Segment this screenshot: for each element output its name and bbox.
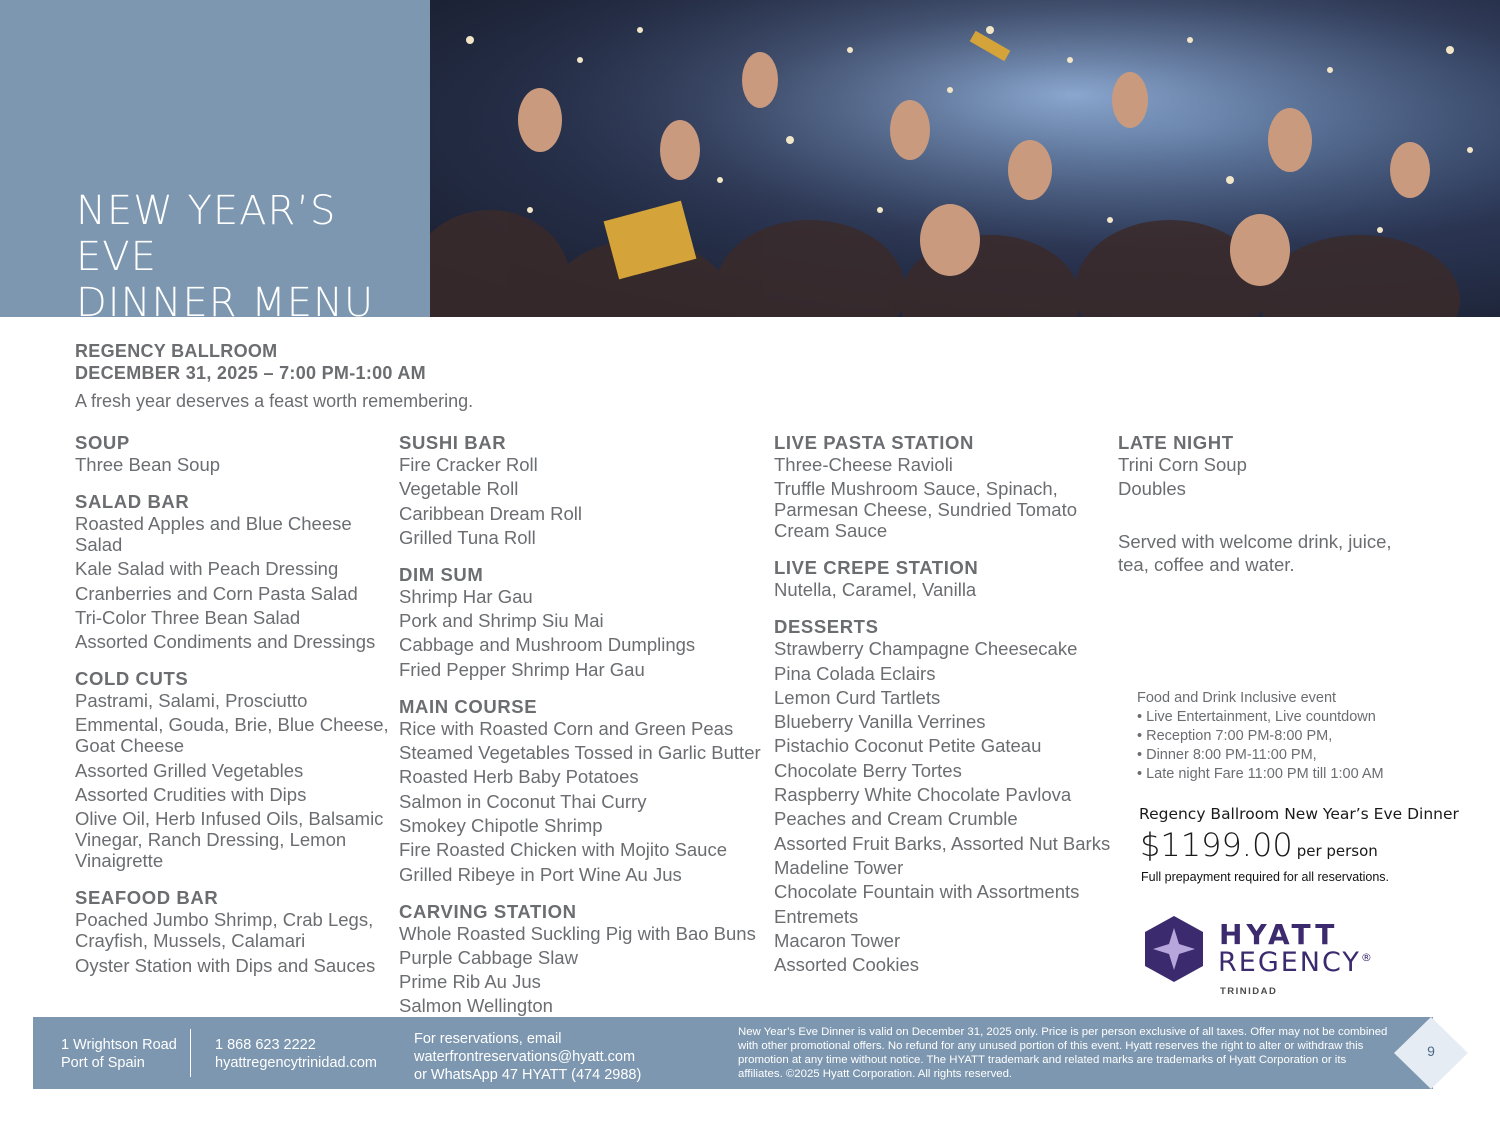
menu-item: Smokey Chipotle Shrimp: [399, 814, 603, 836]
menu-item: Chocolate Fountain with Assortments: [774, 881, 1080, 903]
menu-section-title: SEAFOOD BAR: [75, 887, 219, 909]
menu-item: Poached Jumbo Shrimp, Crab Legs, Crayfish, Mussels, Calamari: [75, 909, 374, 952]
menu-section: [1118, 432, 1418, 499]
menu-column-4: [1118, 432, 1418, 515]
menu-item: Rice with Roasted Corn and Green Peas: [399, 717, 734, 739]
menu-item: Fire Roasted Chicken with Mojito Sauce: [399, 839, 728, 861]
page-title: [76, 188, 430, 326]
menu-item: Purple Cabbage Slaw: [399, 946, 578, 968]
menu-item: Whole Roasted Suckling Pig with Bao Buns: [399, 922, 756, 944]
menu-item: Lemon Curd Tartlets: [774, 686, 941, 708]
phone-number[interactable]: 1 868 623 2222: [215, 1037, 316, 1053]
menu-item: Fire Cracker Roll: [399, 454, 538, 475]
menu-section-title: DIM SUM: [399, 563, 484, 585]
menu-item: Madeline Tower: [774, 856, 904, 878]
menu-item: Doubles: [1118, 478, 1186, 500]
menu-section-title: COLD CUTS: [75, 668, 189, 690]
menu-item: Raspberry White Chocolate Pavlova: [774, 784, 1072, 806]
page-title-line2: DINNER MENU: [76, 280, 375, 326]
registered-mark: ®: [1360, 951, 1374, 964]
reservations-info: [414, 1030, 641, 1084]
inclusive-item: • Late night Fare 11:00 PM till 1:00 AM: [1137, 766, 1384, 782]
menu-item: Pistachio Coconut Petite Gateau: [774, 735, 1042, 757]
logo-regency-text: REGENCY: [1218, 947, 1361, 978]
logo-trinidad: TRINIDAD: [1220, 986, 1278, 997]
footer-bar: [33, 1017, 1433, 1089]
prepayment-note: Full prepayment required for all reservations.: [1141, 870, 1390, 884]
menu-item: Blueberry Vanilla Verrines: [774, 711, 986, 733]
page-title-line1: NEW YEAR’S EVE: [76, 188, 337, 280]
menu-section-title: SUSHI BAR: [399, 432, 507, 453]
hyatt-regency-logo: [1143, 914, 1374, 997]
menu-item: Assorted Cookies: [774, 954, 919, 976]
menu-item: Three Bean Soup: [75, 454, 221, 475]
whatsapp-info: or WhatsApp 47 HYATT (474 2988): [414, 1067, 642, 1083]
inclusive-item: • Live Entertainment, Live countdown: [1137, 709, 1376, 725]
reservations-label: For reservations, email: [414, 1031, 562, 1047]
menu-item: Oyster Station with Dips and Sauces: [75, 954, 376, 976]
menu-item: Prime Rib Au Jus: [399, 971, 541, 993]
menu-item: Pork and Shrimp Siu Mai: [399, 610, 604, 632]
inclusive-item: • Reception 7:00 PM-8:00 PM,: [1137, 728, 1333, 744]
price-amount: $1199.00: [1140, 826, 1293, 864]
address: [61, 1036, 177, 1072]
party-photo: [430, 0, 1500, 317]
menu-section: [75, 491, 395, 652]
menu-section-title: LATE NIGHT: [1118, 432, 1234, 453]
address-line1: 1 Wrightson Road: [61, 1037, 177, 1053]
menu-item: Shrimp Har Gau: [399, 585, 533, 607]
menu-item: Three-Cheese Ravioli: [774, 454, 953, 475]
hyatt-star-icon: [1143, 914, 1205, 984]
menu-item: Vegetable Roll: [399, 478, 519, 500]
menu-item: Entremets: [774, 905, 859, 927]
menu-section: [75, 668, 395, 871]
menu-column-2: [399, 432, 769, 1032]
menu-section: [774, 557, 1119, 600]
menu-item: Assorted Condiments and Dressings: [75, 631, 376, 653]
page-number: 9: [1427, 1043, 1435, 1059]
menu-section: [399, 901, 769, 1017]
menu-item: Salmon Wellington: [399, 995, 553, 1017]
inclusive-heading: Food and Drink Inclusive event: [1137, 690, 1337, 706]
menu-item: Peaches and Cream Crumble: [774, 808, 1018, 830]
menu-section: [75, 432, 395, 475]
address-line2: Port of Spain: [61, 1055, 145, 1071]
hero-title-panel: [0, 0, 430, 326]
menu-item: Pastrami, Salami, Prosciutto: [75, 690, 308, 712]
menu-item: Kale Salad with Peach Dressing: [75, 558, 339, 580]
inclusive-item: • Dinner 8:00 PM-11:00 PM,: [1137, 747, 1317, 763]
price-block: [1140, 826, 1378, 864]
menu-item: Grilled Tuna Roll: [399, 526, 536, 548]
menu-item: Trini Corn Soup: [1118, 454, 1247, 475]
menu-column-1: [75, 432, 395, 992]
party-photo-illustration: [430, 0, 1500, 317]
footer-divider: [190, 1029, 191, 1077]
menu-section-title: DESSERTS: [774, 616, 879, 638]
menu-item: Steamed Vegetables Tossed in Garlic Butter: [399, 742, 761, 764]
menu-item: Roasted Apples and Blue Cheese Salad: [75, 513, 352, 555]
event-date: DECEMBER 31, 2025 – 7:00 PM-1:00 AM: [75, 363, 426, 383]
menu-item: Tri-Color Three Bean Salad: [75, 606, 301, 628]
menu-section: [774, 432, 1119, 541]
menu-section-title: CARVING STATION: [399, 900, 577, 922]
menu-section: [75, 887, 395, 975]
tagline: A fresh year deserves a feast worth remembering.: [75, 391, 474, 411]
menu-item: Truffle Mushroom Sauce, Spinach, Parmesan Cheese, Sundried Tomato Cream Sauce: [774, 478, 1078, 542]
menu-item: Pina Colada Eclairs: [774, 662, 936, 684]
venue-name: REGENCY BALLROOM: [75, 341, 278, 361]
offer-name: Regency Ballroom New Year’s Eve Dinner: [1139, 805, 1459, 823]
menu-item: Cabbage and Mushroom Dumplings: [399, 634, 696, 656]
menu-item: Assorted Crudities with Dips: [75, 784, 307, 806]
contact: [215, 1036, 377, 1072]
menu-section-title: SOUP: [75, 432, 130, 453]
menu-item: Emmental, Gouda, Brie, Blue Cheese, Goat Cheese: [75, 714, 389, 757]
menu-section: [399, 696, 769, 885]
menu-section-title: MAIN COURSE: [399, 695, 538, 717]
menu-item: Roasted Herb Baby Potatoes: [399, 766, 639, 788]
menu-item: Nutella, Caramel, Vanilla: [774, 579, 977, 601]
menu-column-3: [774, 432, 1119, 991]
menu-item: Macaron Tower: [774, 929, 901, 951]
menu-section-title: SALAD BAR: [75, 491, 190, 512]
served-note: Served with welcome drink, juice, tea, coffee and water.: [1118, 531, 1392, 575]
reservations-email-link[interactable]: waterfrontreservations@hyatt.com: [414, 1049, 636, 1065]
menu-item: Caribbean Dream Roll: [399, 502, 583, 524]
legal-disclaimer: New Year’s Eve Dinner is valid on December 31, 2025 only. Price is per person exclusive of all taxes. Offer may not be combined with other promotional offers. No refund for any unused portion of this event. Hyatt reserves the right to alter or withdraw this promotion at any time without notice. The HYATT trademark and related marks are trademarks of Hyatt Corporation or its affiliates. ©2025 Hyatt Corporation. All rights reserved.: [738, 1026, 1388, 1080]
website-link[interactable]: hyattregencytrinidad.com: [215, 1055, 377, 1071]
menu-item: Grilled Ribeye in Port Wine Au Jus: [399, 863, 682, 885]
event-intro: [75, 340, 473, 412]
menu-section: [399, 432, 769, 548]
menu-section: [774, 616, 1119, 975]
logo-hyatt: HYATT: [1219, 918, 1339, 951]
menu-item: Fried Pepper Shrimp Har Gau: [399, 658, 645, 680]
menu-item: Strawberry Champagne Cheesecake: [774, 638, 1078, 660]
menu-section-title: LIVE PASTA STATION: [774, 432, 974, 453]
menu-item: Assorted Fruit Barks, Assorted Nut Barks: [774, 832, 1111, 854]
price-per: per person: [1296, 842, 1378, 860]
menu-item: Cranberries and Corn Pasta Salad: [75, 582, 358, 604]
menu-item: Assorted Grilled Vegetables: [75, 759, 304, 781]
menu-item: Salmon in Coconut Thai Curry: [399, 790, 647, 812]
logo-regency: [1218, 947, 1374, 978]
menu-section: [399, 564, 769, 680]
menu-item: Chocolate Berry Tortes: [774, 759, 962, 781]
menu-item: Olive Oil, Herb Infused Oils, Balsamic Vinegar, Ranch Dressing, Lemon Vinaigrette: [75, 808, 384, 872]
menu-section-title: LIVE CREPE STATION: [774, 557, 979, 579]
inclusive-event-info: [1137, 689, 1384, 784]
